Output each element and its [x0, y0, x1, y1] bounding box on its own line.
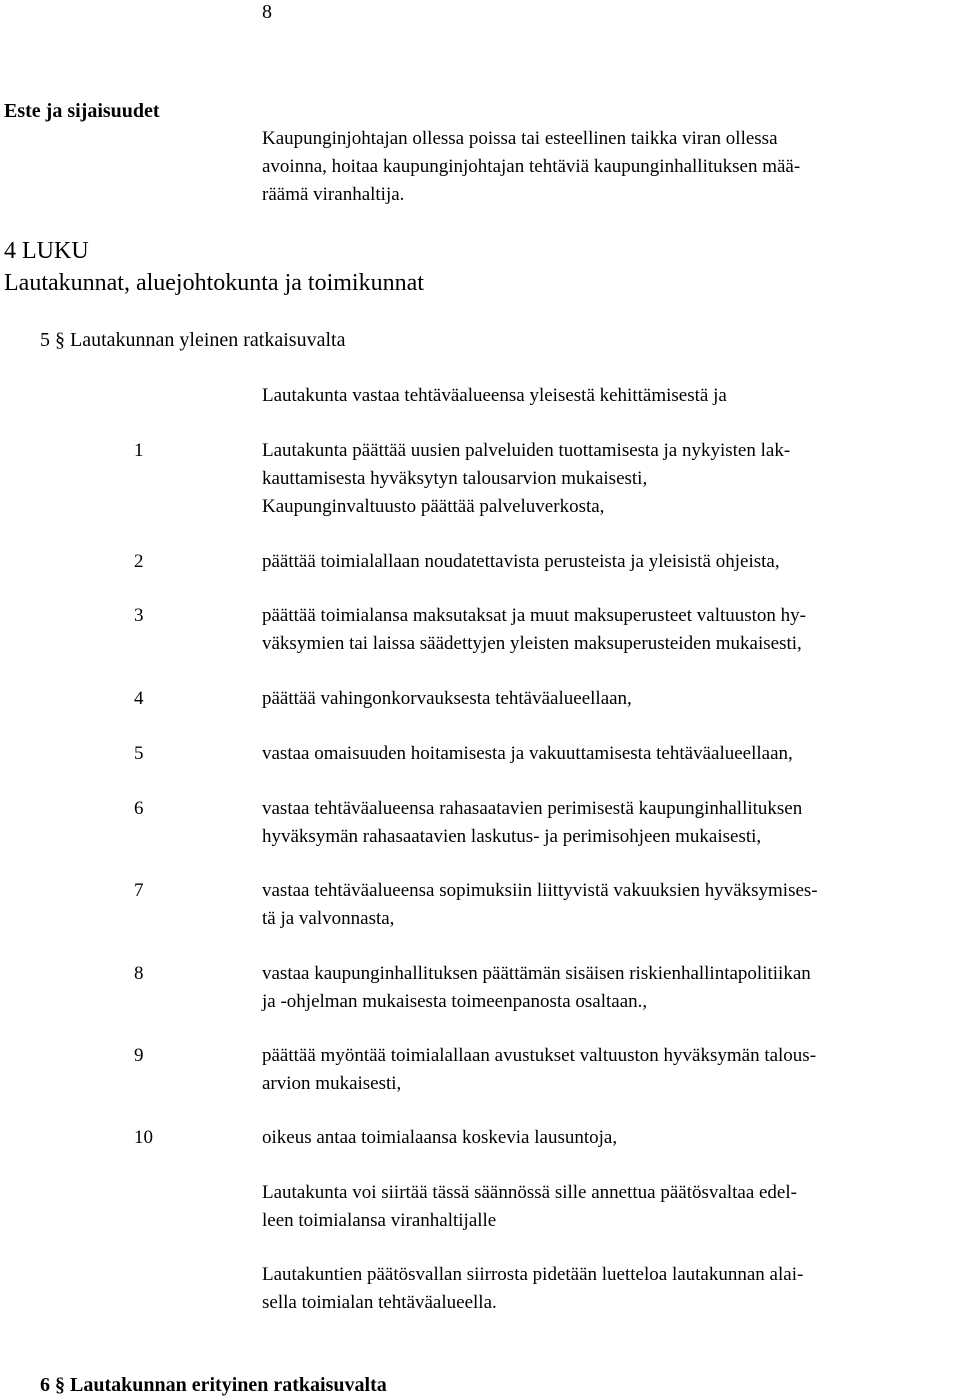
- list-item: [262, 960, 952, 1016]
- list-item-line: tä ja valvonnasta,: [262, 908, 395, 929]
- list-item-number: 3: [134, 605, 144, 626]
- list-item-line: vastaa kaupunginhallituksen päättämän sisäisen riskienhallintapolitiikan: [262, 963, 811, 984]
- page-number: 8: [262, 1, 272, 23]
- closing-paragraph: [262, 1261, 952, 1317]
- list-item: [262, 437, 952, 521]
- list-item-number: 6: [134, 798, 144, 819]
- paragraph-5-title: 5 § Lautakunnan yleinen ratkaisuvalta: [40, 329, 346, 351]
- list-item-number: 8: [134, 963, 144, 984]
- section-heading: Este ja sijaisuudet: [4, 100, 160, 122]
- section-text-line: räämä viranhaltija.: [262, 184, 405, 205]
- list-item-line: ja -ohjelman mukaisesta toimeenpanosta osaltaan.,: [262, 991, 648, 1012]
- paragraph-6-title: 6 § Lautakunnan erityinen ratkaisuvalta: [40, 1374, 387, 1396]
- list-item-number: 1: [134, 440, 144, 461]
- list-item-line: oikeus antaa toimialaansa koskevia lausuntoja,: [262, 1127, 618, 1148]
- list-item-line: vastaa tehtäväalueensa rahasaatavien perimisestä kaupunginhallituksen: [262, 798, 803, 819]
- chapter-heading: [4, 235, 424, 299]
- list-item-line: Lautakunta päättää uusien palveluiden tuottamisesta ja nykyisten lak-: [262, 440, 791, 461]
- list-item-line: päättää myöntää toimialallaan avustukset valtuuston hyväksymän talous-: [262, 1045, 817, 1066]
- chapter-title: Lautakunnat, aluejohtokunta ja toimikunnat: [4, 270, 424, 296]
- closing-line: Lautakunta voi siirtää tässä säännössä sille annettua päätösvaltaa edel-: [262, 1182, 797, 1203]
- closing-line: Lautakuntien päätösvallan siirrosta pidetään luetteloa lautakunnan alai-: [262, 1264, 804, 1285]
- list-item: [262, 602, 952, 658]
- section-text-line: Kaupunginjohtajan ollessa poissa tai esteellinen taikka viran ollessa: [262, 128, 778, 149]
- section-text: [262, 125, 952, 209]
- list-item: [262, 685, 952, 713]
- closing-line: leen toimialansa viranhaltijalle: [262, 1210, 497, 1231]
- list-item-number: 9: [134, 1045, 144, 1066]
- list-item-line: väksymien tai laissa säädettyjen yleisten maksuperusteiden mukaisesti,: [262, 633, 802, 654]
- list-item: [262, 877, 952, 933]
- list-item-line: arvion mukaisesti,: [262, 1073, 402, 1094]
- list-item-number: 4: [134, 688, 144, 709]
- list-item: [262, 795, 952, 851]
- paragraph-5-intro: Lautakunta vastaa tehtäväalueensa yleisestä kehittämisestä ja: [262, 385, 727, 406]
- list-item: [262, 1124, 952, 1152]
- list-item-line: vastaa omaisuuden hoitamisesta ja vakuuttamisesta tehtäväalueellaan,: [262, 743, 793, 764]
- list-item-line: päättää vahingonkorvauksesta tehtäväalueellaan,: [262, 688, 632, 709]
- list-item-line: kauttamisesta hyväksytyn talousarvion mukaisesti,: [262, 468, 648, 489]
- list-item-line: päättää toimialansa maksutaksat ja muut maksuperusteet valtuuston hy-: [262, 605, 806, 626]
- list-item: [262, 1042, 952, 1098]
- closing-line: sella toimialan tehtäväalueella.: [262, 1292, 497, 1313]
- closing-paragraph: [262, 1179, 952, 1235]
- list-item-number: 10: [134, 1127, 153, 1148]
- list-item-line: päättää toimialallaan noudatettavista perusteista ja yleisistä ohjeista,: [262, 551, 780, 572]
- chapter-number: 4 LUKU: [4, 238, 89, 264]
- section-text-line: avoinna, hoitaa kaupunginjohtajan tehtäviä kaupunginhallituksen mää-: [262, 156, 801, 177]
- list-item: [262, 740, 952, 768]
- list-item-line: Kaupunginvaltuusto päättää palveluverkosta,: [262, 496, 605, 517]
- list-item-number: 2: [134, 551, 144, 572]
- list-item-number: 5: [134, 743, 144, 764]
- list-item-line: hyväksymän rahasaatavien laskutus- ja perimisohjeen mukaisesti,: [262, 826, 762, 847]
- list-item-line: vastaa tehtäväalueensa sopimuksiin liittyvistä vakuuksien hyväksymises-: [262, 880, 818, 901]
- list-item-number: 7: [134, 880, 144, 901]
- list-item: [262, 548, 952, 576]
